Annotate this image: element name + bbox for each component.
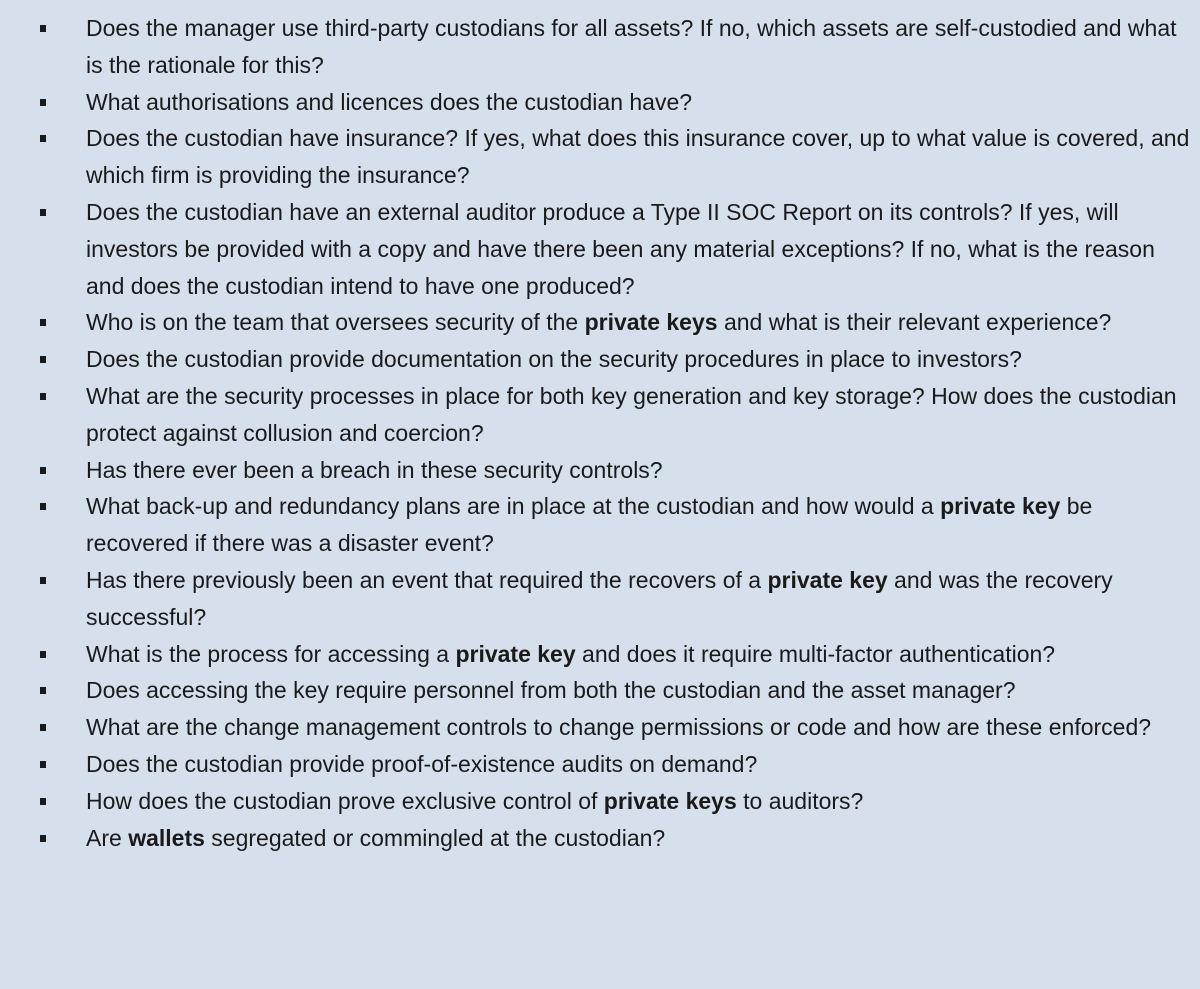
question-text: Has there previously been an event that required the recovers of a	[86, 566, 768, 593]
question-text: What back-up and redundancy plans are in place at the custodian and how would a	[86, 493, 941, 520]
question-text: Does the custodian provide documentation on the security procedures in place to investors?	[86, 346, 1022, 373]
bold-term: private keys	[584, 309, 718, 336]
list-item	[86, 120, 1200, 194]
bullet-icon	[40, 209, 46, 216]
bullet-icon	[40, 25, 46, 32]
question-text: Does the custodian have insurance? If yes, what does this insurance cover, up to what value is covered, and which firm is providing the insurance?	[86, 125, 1190, 189]
question-list	[0, 10, 1200, 856]
bold-term: wallets	[128, 824, 205, 851]
list-item	[86, 746, 1200, 783]
list-item	[86, 709, 1200, 746]
question-text: Does the custodian have an external auditor produce a Type II SOC Report on its controls? If yes, will investors be provided with a copy and have there been any material exceptions? If no, what is the reason and does the custodian intend to have one produced?	[86, 198, 1155, 299]
question-text: and does it require multi-factor authentication?	[575, 640, 1056, 667]
bullet-icon	[40, 135, 46, 142]
list-item	[86, 10, 1200, 84]
list-item	[86, 820, 1200, 857]
list-item	[86, 341, 1200, 378]
question-text: Are	[86, 824, 129, 851]
question-text: Does accessing the key require personnel from both the custodian and the asset manager?	[86, 677, 1016, 704]
list-item	[86, 378, 1200, 452]
question-text: Does the custodian provide proof-of-existence audits on demand?	[86, 750, 758, 777]
bullet-icon	[40, 724, 46, 731]
bullet-icon	[40, 577, 46, 584]
list-item	[86, 672, 1200, 709]
bold-term: private key	[455, 640, 576, 667]
question-text: What are the change management controls to change permissions or code and how are these enforced?	[86, 714, 1152, 741]
bullet-icon	[40, 798, 46, 805]
bold-term: private keys	[603, 787, 737, 814]
bullet-icon	[40, 835, 46, 842]
list-item	[86, 562, 1200, 636]
question-text: to auditors?	[736, 787, 864, 814]
question-text: What are the security processes in place for both key generation and key storage? How does the custodian protect against collusion and coercion?	[86, 382, 1177, 446]
question-text: Has there ever been a breach in these security controls?	[86, 456, 663, 483]
list-item	[86, 783, 1200, 820]
bullet-icon	[40, 503, 46, 510]
list-item	[86, 304, 1200, 341]
list-item	[86, 488, 1200, 562]
question-text: and was the recovery successful?	[86, 566, 1113, 630]
bullet-icon	[40, 99, 46, 106]
bullet-icon	[40, 687, 46, 694]
question-text: Who is on the team that oversees security of the	[86, 309, 585, 336]
question-text: What authorisations and licences does the custodian have?	[86, 88, 693, 115]
question-text: and what is their relevant experience?	[717, 309, 1112, 336]
bold-term: private key	[940, 493, 1061, 520]
bold-term: private key	[767, 566, 888, 593]
bullet-icon	[40, 356, 46, 363]
list-item	[86, 194, 1200, 304]
list-item	[86, 636, 1200, 673]
bullet-icon	[40, 319, 46, 326]
question-text: be recovered if there was a disaster event?	[86, 493, 1093, 557]
list-item	[86, 452, 1200, 489]
question-text: How does the custodian prove exclusive control of	[86, 787, 604, 814]
question-text: Does the manager use third-party custodians for all assets? If no, which assets are self-custodied and what is the rationale for this?	[86, 15, 1177, 78]
list-item	[86, 84, 1200, 121]
bullet-icon	[40, 467, 46, 474]
question-text: segregated or commingled at the custodian?	[204, 824, 666, 851]
bullet-icon	[40, 651, 46, 658]
bullet-icon	[40, 393, 46, 400]
question-text: What is the process for accessing a	[86, 640, 456, 667]
bullet-icon	[40, 761, 46, 768]
